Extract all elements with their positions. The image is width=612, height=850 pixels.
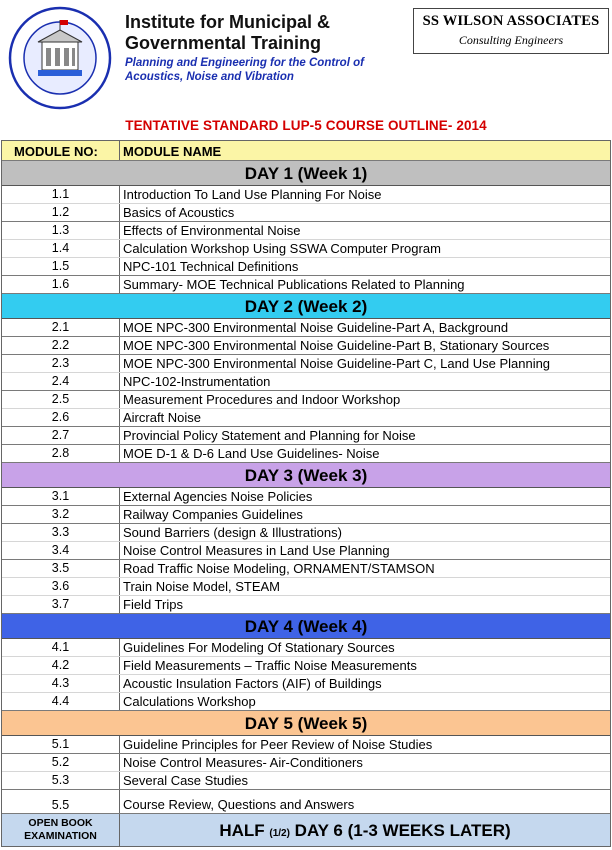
day-heading: DAY 4 (Week 4) [244, 617, 368, 636]
module-name: Field Measurements – Traffic Noise Measurements [123, 658, 417, 673]
module-row [2, 355, 610, 373]
module-row [2, 488, 610, 506]
module-name: Guideline Principles for Peer Review of Noise Studies [123, 737, 433, 752]
module-number: 1.5 [2, 258, 120, 275]
module-number: 2.3 [2, 355, 120, 372]
module-name: Noise Control Measures- Air-Conditioners [123, 755, 363, 770]
exam-fraction: (1/2) [269, 828, 290, 839]
day-heading: DAY 2 (Week 2) [244, 297, 368, 316]
module-name: External Agencies Noise Policies [123, 489, 313, 504]
module-name: Calculations Workshop [123, 694, 256, 709]
exam-label-line2: EXAMINATION [24, 830, 97, 842]
module-name: MOE NPC-300 Environmental Noise Guideline-Part C, Land Use Planning [123, 356, 551, 371]
module-name: NPC-101 Technical Definitions [123, 259, 299, 274]
module-row [2, 596, 610, 614]
module-row [2, 409, 610, 427]
day-1-heading-row [2, 161, 610, 186]
day-heading: DAY 3 (Week 3) [244, 466, 368, 485]
module-name: Summary- MOE Technical Publications Related to Planning [123, 277, 465, 292]
table-header-row [2, 140, 610, 161]
company-name: SS WILSON ASSOCIATES [422, 13, 600, 29]
module-no-header: MODULE NO: [2, 141, 120, 160]
module-number: 2.6 [2, 409, 120, 426]
module-number: 1.1 [2, 186, 120, 203]
module-name: Introduction To Land Use Planning For Noise [123, 187, 382, 202]
module-name: Guidelines For Modeling Of Stationary Sources [123, 640, 395, 655]
module-number: 3.1 [2, 488, 120, 505]
module-name: MOE NPC-300 Environmental Noise Guideline-Part A, Background [123, 320, 509, 335]
exam-half: HALF [219, 821, 265, 840]
institute-name-line1: Institute for Municipal & [125, 12, 330, 32]
module-number: 2.2 [2, 337, 120, 354]
tagline-line1: Planning and Engineering for the Control of [125, 57, 364, 69]
institute-name [125, 12, 330, 54]
module-number: 5.3 [2, 772, 120, 789]
module-row [2, 657, 610, 675]
module-number: 4.4 [2, 693, 120, 710]
module-name: Basics of Acoustics [123, 205, 235, 220]
module-name: MOE D-1 & D-6 Land Use Guidelines- Noise [123, 446, 380, 461]
exam-row [2, 814, 610, 847]
module-row [2, 204, 610, 222]
module-name: Course Review, Questions and Answers [123, 797, 355, 812]
module-row [2, 240, 610, 258]
module-name: Provincial Policy Statement and Planning for Noise [123, 428, 416, 443]
module-name: Aircraft Noise [123, 410, 202, 425]
module-row [2, 258, 610, 276]
module-number: 3.2 [2, 506, 120, 523]
module-row [2, 276, 610, 294]
module-number: 1.3 [2, 222, 120, 239]
module-number: 1.2 [2, 204, 120, 221]
module-name: Road Traffic Noise Modeling, ORNAMENT/STAMSON [123, 561, 435, 576]
exam-label [2, 814, 120, 846]
module-row [2, 427, 610, 445]
module-name: Measurement Procedures and Indoor Workshop [123, 392, 401, 407]
module-number: 2.7 [2, 427, 120, 444]
module-number: 5.5 [2, 790, 120, 813]
module-name: Train Noise Model, STEAM [123, 579, 281, 594]
module-name: Field Trips [123, 597, 183, 612]
module-row [2, 542, 610, 560]
module-number: 2.5 [2, 391, 120, 408]
module-name: Effects of Environmental Noise [123, 223, 301, 238]
module-name: Sound Barriers (design & Illustrations) [123, 525, 342, 540]
module-row [2, 186, 610, 204]
module-table [1, 140, 611, 847]
module-row [2, 754, 610, 772]
module-row [2, 790, 610, 814]
module-row [2, 693, 610, 711]
document-title: TENTATIVE STANDARD LUP-5 COURSE OUTLINE- 2014 [125, 118, 487, 133]
module-row [2, 391, 610, 409]
day-4-heading-row [2, 614, 610, 639]
module-number: 5.1 [2, 736, 120, 753]
institute-name-line2: Governmental Training [125, 33, 322, 53]
module-number: 3.3 [2, 524, 120, 541]
module-row [2, 524, 610, 542]
day-3-heading-row [2, 463, 610, 488]
module-number: 5.2 [2, 754, 120, 771]
module-name: Noise Control Measures in Land Use Planning [123, 543, 390, 558]
day-5-heading-row [2, 711, 610, 736]
day-heading: DAY 5 (Week 5) [244, 714, 368, 733]
module-number: 4.3 [2, 675, 120, 692]
module-row [2, 578, 610, 596]
module-number: 2.8 [2, 445, 120, 462]
module-name: Calculation Workshop Using SSWA Computer Program [123, 241, 441, 256]
module-row [2, 337, 610, 355]
tagline-line2: Acoustics, Noise and Vibration [125, 71, 294, 83]
module-row [2, 639, 610, 657]
module-row [2, 560, 610, 578]
module-row [2, 506, 610, 524]
exam-day-heading [120, 814, 610, 846]
module-row [2, 675, 610, 693]
module-number: 3.5 [2, 560, 120, 577]
exam-label-line1: OPEN BOOK [28, 817, 93, 829]
module-row [2, 222, 610, 240]
company-box [413, 8, 609, 54]
module-number: 3.4 [2, 542, 120, 559]
day-2-heading-row [2, 294, 610, 319]
module-name: Acoustic Insulation Factors (AIF) of Buildings [123, 676, 382, 691]
module-row [2, 319, 610, 337]
module-number: 2.4 [2, 373, 120, 390]
module-name: Railway Companies Guidelines [123, 507, 303, 522]
exam-day-text: DAY 6 (1-3 WEEKS LATER) [294, 821, 511, 840]
module-row [2, 445, 610, 463]
module-row [2, 736, 610, 754]
module-number: 1.4 [2, 240, 120, 257]
module-name: NPC-102-Instrumentation [123, 374, 271, 389]
module-name: Several Case Studies [123, 773, 249, 788]
institute-tagline [125, 56, 364, 84]
module-number: 1.6 [2, 276, 120, 293]
module-number: 3.7 [2, 596, 120, 613]
module-row [2, 373, 610, 391]
module-number: 2.1 [2, 319, 120, 336]
company-subtitle: Consulting Engineers [458, 33, 564, 47]
module-row [2, 772, 610, 790]
module-name-header: MODULE NAME [123, 144, 222, 159]
module-name: MOE NPC-300 Environmental Noise Guideline-Part B, Stationary Sources [123, 338, 550, 353]
module-number: 4.1 [2, 639, 120, 656]
days-container [2, 161, 610, 814]
day-heading: DAY 1 (Week 1) [244, 164, 368, 183]
institute-seal-logo [8, 6, 112, 110]
module-number: 4.2 [2, 657, 120, 674]
module-number: 3.6 [2, 578, 120, 595]
